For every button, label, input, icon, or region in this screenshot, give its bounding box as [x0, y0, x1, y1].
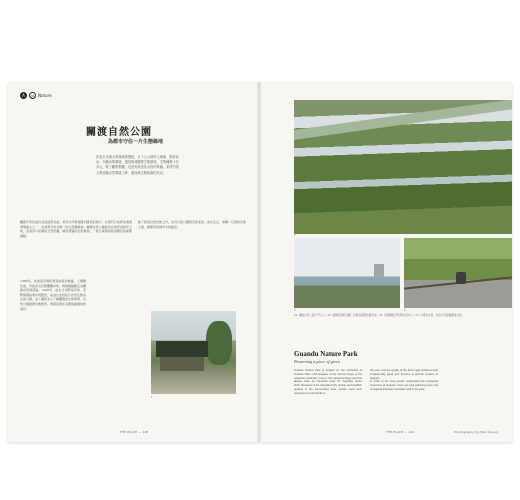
photo-number-1: 1	[151, 396, 153, 399]
magazine-spread	[8, 82, 512, 442]
body-column-2: 除了欣賞自然生態之外，也可以到公園附近的北投、淡水走走，串聯一日遊的生態之旅，輕鬆享受城市中的綠意。	[138, 220, 247, 229]
left-page	[8, 82, 258, 442]
article-lead: 作為台北最大的濕地保護區，五十七公頃的土地裡，除有淡水、半鹹水的環境，還因與周圍等生態環境，生物種類十分多元，除了觀察景觀，也是有候鳥及水鳥的家園。希望引領人們認識自然環境之餘，進而與生態和諧的共存。	[96, 155, 179, 175]
body-column-1: 關渡平原位處台北盆地西北處，是淡水河與基隆河匯流的地方，自清代以來即為農業發展重心之一，也是現今台北唯一的大面積濕地。關渡自然公園的所在地原為稻作之地，因為河口淤積的天然泥灘，擁有豐富的生態資源，一直以來都是候鳥棲息的重要據點。	[20, 220, 132, 238]
visitors-shape	[456, 272, 466, 284]
photo-captions: 01. 關渡自然公園大門入口。02. 廣闊的濕地景觀，是候鳥重要的棲息地。03. 遠望關渡平原與淡水河口。04. 木棧道步道，遊客可近距離觀察生態。	[294, 314, 465, 317]
left-page-footer: THE PLACE — 148	[120, 430, 149, 434]
english-column-2	[370, 369, 438, 392]
english-title: Guandu Nature Park	[294, 350, 358, 358]
shoreline-photo	[294, 238, 400, 308]
building-shape	[374, 264, 384, 278]
gate-body-shape	[160, 357, 204, 371]
english-column-1: Guandu Nature Park is located on the northwest of Guandu Plain, and because of the natural shape of the estuarine wetlands, it has a rich natural ecology and has always been an important base for migrating winter birds. Because of the abundant fish, shrimp and shellfish species in the surrounding area, people used such resources to feed ducks in	[294, 369, 362, 395]
park-entrance-photo	[151, 311, 236, 394]
section-label: Nature	[38, 93, 52, 98]
photo-number-3: 3	[294, 309, 296, 312]
body-column-1-continued: 1986年，此處因河道拓寬造成海水倒灌，土壤鹽化後，市政府及民間團體爭取，將保護區劃定為關渡自然保留區。1996年，由台北市野鳥學會、荒野保護協會共同經營，成為台北首座以自然生態為主的公園。為了讓更多人了解關渡的生態資源，自然公園推廣生態教育，帶領民眾在這裡認識濕地的美好。	[20, 279, 87, 311]
boardwalk-photo	[404, 238, 512, 308]
right-page-footer: THE PLACE — 149	[386, 430, 415, 434]
tree-shape	[206, 321, 232, 365]
photo-number-2: 2	[294, 234, 296, 237]
photo-number-4: 4	[404, 309, 406, 312]
english-column-2-text: the past, and the quality of the duck eggs produced was exceptionally good and became a special product of Guandu.	[370, 369, 438, 380]
article-title: 關渡自然公園	[86, 127, 152, 138]
english-column-2-continued: In order to let more people understand the ecological resources of Guandu, there are bird-watching tours and ecological education activities held in the park.	[370, 380, 438, 391]
right-page	[260, 82, 512, 442]
section-tag	[20, 92, 52, 99]
section-number: 01	[30, 93, 35, 98]
photo-credit: Photography by Hsin Kuang	[454, 430, 498, 434]
wetland-photo	[294, 100, 512, 234]
english-subtitle: Preserving a piece of green	[294, 359, 340, 364]
section-letter: A	[20, 92, 27, 99]
article-subtitle: 為都市守住一片生態綠地	[108, 139, 164, 145]
gate-roof-shape	[156, 341, 208, 357]
